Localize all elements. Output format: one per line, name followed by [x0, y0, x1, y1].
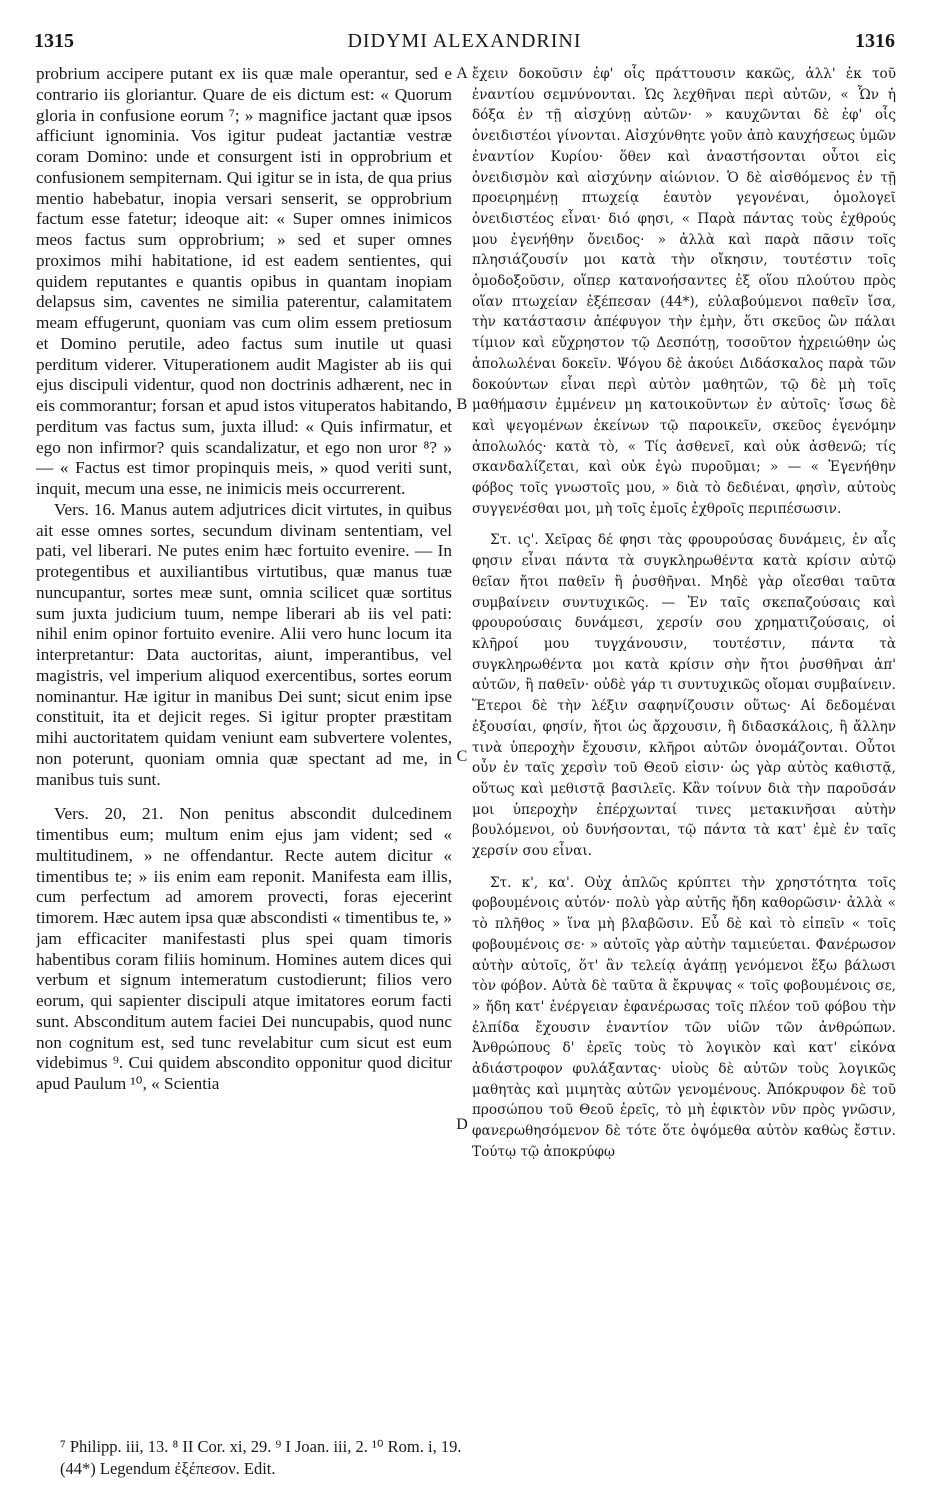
greek-paragraph-3: Στ. κ', κα'. Οὐχ ἁπλῶς κρύπτει τὴν χρηστότητα τοῖς φοβουμένοις αὐτόν· πολὺ γὰρ αὐτῆς ἤδη καθορῶσιν· ἀλλὰ « τὸ πλῆθος » ἵνα μὴ βλαβῶσιν. Εὖ δὲ καὶ τὸ εἰπεῖν « τοῖς φοβουμένοις σε· » αὐτοῖς γὰρ αὐτὴν ταμιεύεται. Φανέρωσον αὐτὴν αὐτοῖς, ὅτ' ἂν τελείᾳ ἀγάπῃ γενόμενοι ἔξω βάλωσι τὸν φόβον. Αὐτὰ δὲ ταῦτα ἃ ἔκρυψας « τοῖς φοβουμένοις σε, » ἤδη κατ' ἐνέργειαν ἐφανέρωσας τοῖς πλέον τοῦ φόβου τὴν ἐλπίδα ἔχουσιν ἐναντίον τῶν υἱῶν τῶν ἀνθρώπων. Ἀνθρώπους δ' ἐρεῖς τοὺς τὸ λογικὸν καὶ κατ' εἰκόνα ἀδιάστροφον φυλάξαντας· υἱοὺς δὲ αὐτῶν τοὺς λογικῶς μαθητὰς καὶ μιμητὰς αὐτῶν γενομένους. Ἀπόκρυφον δὲ τοῦ προσώπου τοῦ Θεοῦ ἐρεῖς, τὸ μὴ ἐφικτὸν νῦν πρὸς γνῶσιν, φανερωθησόμενον δὲ τότε ὅτε ὀψόμεθα αὐτὸν καθὼς ἔστιν. Τούτῳ τῷ ἀποκρύφῳ — [472, 874, 896, 1160]
paragraph-gap — [36, 790, 452, 804]
page-header — [34, 30, 895, 60]
running-title: DIDYMI ALEXANDRINI — [347, 30, 582, 52]
section-marker-c: C — [456, 748, 468, 765]
paragraph-gap — [472, 519, 896, 530]
greek-paragraph-2: Στ. ις'. Χεῖρας δέ φησι τὰς φρουρούσας δυνάμεις, ἐν αἷς φησιν εἶναι πάντα τὰ συγκληρωθέντα κατὰ κρίσιν αὐτῷ θεῖαν ἤτοι παθεῖν ἢ ῥυσθῆναι. Μηδὲ γὰρ οἴεσθαι ταῦτα συμβαίνειν συντυχικῶς. — Ἐν ταῖς σκεπαζούσαις καὶ φρουρούσαις δυνάμεσι, χερσίν σου χρηματιζούσαις, οἱ κλῆροί μου τυγχάνουσιν, τουτέστιν, πάντα τὰ συγκληρωθέντα μοι κατὰ κρίσιν σὴν ἤτοι ῥυσθῆναι ἀπ' αὐτῶν, ἢ παθεῖν· οὐδὲ γάρ τι συντυχικῶς οἴομαι συμβαίνειν. Ἕτεροι δὲ τὴν λέξιν σαφηνίζουσιν οὕτως· Αἱ δεδομέναι ἐξουσίαι, φησίν, ἤτοι ὡς ἄρχουσιν, ἢ διδασκάλοις, ἢ ἄλλην τινὰ ὑπεροχὴν ἔχουσιν, κλῆροι αὐτῶν ὀνομάζονται. Οὗτοι οὖν ἐν ταῖς χερσὶν τοῦ Θεοῦ εἰσιν· ὡς γὰρ αὐτὸς καθιστᾷ, οὕτως καὶ μεθιστᾷ βασιλεῖς. Κἂν τοίνυν διὰ τὴν παροῦσάν μοι ὑπεροχὴν ἐπέρχωνταί τινες μετακινῆσαι αὐτὴν βουλόμενοι, οὐ δυνήσονται, τῷ πάντα τὰ κατ' ἐμὲ ἐν ταῖς χερσίν σου εἶναι. — [472, 532, 896, 860]
footnote-references: ⁷ Philipp. iii, 13. ⁸ II Cor. xi, 29. ⁹ I Joan. iii, 2. ¹⁰ Rom. i, 19. — [60, 1437, 462, 1456]
section-marker-b: B — [456, 396, 468, 413]
paragraph-gap — [472, 862, 896, 873]
latin-paragraph-3: Vers. 20, 21. Non penitus abscondit dulcedinem timentibus eum; multum enim ejus jam vident; sed « multitudinem, » ne offendantur. Recte autem dicitur « timentibus te; » iis enim eam reponit. Manifesta eam illis, cum perfectum ad amorem provecti, foras ejecerint timorem. Hæc autem ipsa quæ abscondisti « timentibus te, » jam efficaciter manifestasti plus spei quam timoris habentibus coram filiis hominum. Homines autem dices qui verbum et signum intemeratum custodierunt; filios vero eorum, qui sapienter discipuli atque imitatores eorum facti sunt. Absconditum autem faciei Dei nuncupabis, quod nunc non cognitum est, sed tunc revelabitur cum sicut est eum videbimus ⁹. Cui quidem abscondito opponitur quod dicitur apud Paulum ¹⁰, « Scientia — [36, 804, 452, 1093]
greek-paragraph-1: ἔχειν δοκοῦσιν ἐφ' οἷς πράττουσιν κακῶς, ἀλλ' ἐκ τοῦ ἐναντίου σεμνύνονται. Ὡς λεχθῆναι περὶ αὐτῶν, « Ὧν ἡ δόξα ἐν τῇ αἰσχύνῃ αὐτῶν· » καυχῶνται δὲ ἐφ' οἷς ὀνειδιστέοι γίνονται. Αἰσχύνθητε γοῦν ἀπὸ καυχήσεως ὑμῶν ἐναντίον Κυρίου· ὅθεν καὶ ἀναστήσονται οὗτοι εἰς ὀνειδισμὸν καὶ αἰσχύνην αἰώνιον. Ὁ δὲ αἰσθόμενος ἐν τῇ προειρημένῃ πτωχείᾳ ἑαυτὸν γεγονέναι, ὁμολογεῖ ὀνειδιστέος εἶναι· διό φησι, « Παρὰ πάντας τοὺς ἐχθρούς μου ἐγενήθην ὄνειδος· » ἀλλὰ καὶ παρὰ πᾶσιν τοῖς πλησιάζουσίν μοι κατὰ τὴν οἴκησιν, τουτέστιν τοῖς ὁμοδοξοῦσιν, οἵπερ κατανοήσαντες ἐξ οἵου πλούτου πρὸς οἵαν πτωχείαν ἐξέπεσαν (44*), εὐλαβούμενοι παθεῖν ἴσα, τὴν κατάστασιν ἀπέφυγον τὴν ἐμὴν, ὅτι σκεῦος ὢν πάλαι τίμιον καὶ εὔχρηστον τῷ Δεσπότῃ, τοσοῦτον ἠχρειώθην ὡς ἀπολωλέναι δοκεῖν. Ψόγου δὲ ἀκούει Διδάσκαλος παρὰ τῶν δοκούντων εἶναι περὶ αὐτὸν μαθητῶν, τῷ δὲ μὴ τοῖς μαθήμασιν ἐμμένειν μη κατοικοῦντων ἐν αὐτοῖς· ἴσως δὲ καὶ ψεγομένων ἐκείνων τῷ παροικεῖν, σκεῦος ἐγενόμην ἀπολωλός· κατὰ τὸ, « Τίς ἀσθενεῖ, καὶ οὐκ ἀσθενῶ; τίς σκανδαλίζεται, καὶ οὐκ ἐγὼ πυροῦμαι; » — « Ἐγενήθην φόβος τοῖς γνωστοῖς μου, » διὰ τὸ δεδιέναι, φησὶν, αὐτοὺς συγγενέσθαι μοι, μὴ τοῖς ἐμοῖς ἐχθροῖς περιπέσωσιν. — [472, 66, 896, 517]
greek-column — [472, 64, 896, 1413]
footnotes — [60, 1436, 895, 1480]
section-marker-d: D — [456, 1116, 468, 1133]
page-number-left: 1315 — [34, 30, 74, 52]
footnote-editor-note: (44*) Legendum ἐξέπεσον. Edit. — [60, 1459, 276, 1478]
latin-column — [36, 64, 452, 1413]
latin-paragraph-2: Vers. 16. Manus autem adjutrices dicit virtutes, in quibus ait esse omnes sortes, secundum divinam sententiam, vel pati, vel liberari. Ne putes enim hæc fortuito evenire. — In protegentibus et auxiliantibus virtutibus, quæ manus tuæ nuncupantur, sortes meæ sunt, omnia scilicet quæ sortitus sum juxta judicium tuum, nempe liberari ab iis vel pati: nihil enim opinor fortuito evenire. Alii vero hunc locum ita interpretantur: Data auctoritas, aiunt, imperantibus, vel magistris, vel imperium aliquod exercentibus, sortes eorum nominantur. Hæ igitur in manibus Dei sunt; sicut enim ipse constituit, ita et dejicit reges. Si igitur propter præstitam mihi auctoritatem quidam veniunt eam subvertere volentes, non poterunt, quoniam omnia quæ spectant ad me, in manibus tuis sunt. — [36, 499, 452, 789]
page-number-right: 1316 — [855, 30, 895, 52]
latin-paragraph-1: probrium accipere putant ex iis quæ male operantur, sed e contrario iis gloriantur. Quare de eis dictum est: « Quorum gloria in confusione eorum ⁷; » magnifice jactant quæ ipsos afficiunt ignominia. Vos igitur pudeat jactantiæ vestræ coram Domino: unde et consurgent isti in opprobrium et confusionem sempiternam. Qui igitur se in ista, de qua prius mentio habebatur, inopia versari senserit, se opprobrium factum esse fatetur; ideoque ait: « Super omnes inimicos meos factus sum opprobrium; » sed et super omnes proximos mihi habitatione, id est eadem sentientes, qui quidem reputantes e quantis opibus in quantam inopiam delapsus sim, caventes ne similia paterentur, calamitatem meam effugerunt, quoniam vas cum olim essem pretiosum et Domino perutile, adeo factus sum inutile ut quasi perditum viderer. Vituperationem audit Magister ab iis qui ejus discipuli videntur, quod non doctrinis adhærent, nec in eis commorantur; forsan et apud istos vituperatos habitando, perditum vas factus sum, juxta illud: « Quis infirmatur, et ego non infirmor? quis scandalizatur, et ego non uror ⁸? » — « Factus est timor propinquis meis, » quod veriti sunt, inquit, mecum una esse, ne inimicis meis occurrerent. — [36, 64, 452, 498]
section-marker-a: A — [456, 65, 468, 82]
